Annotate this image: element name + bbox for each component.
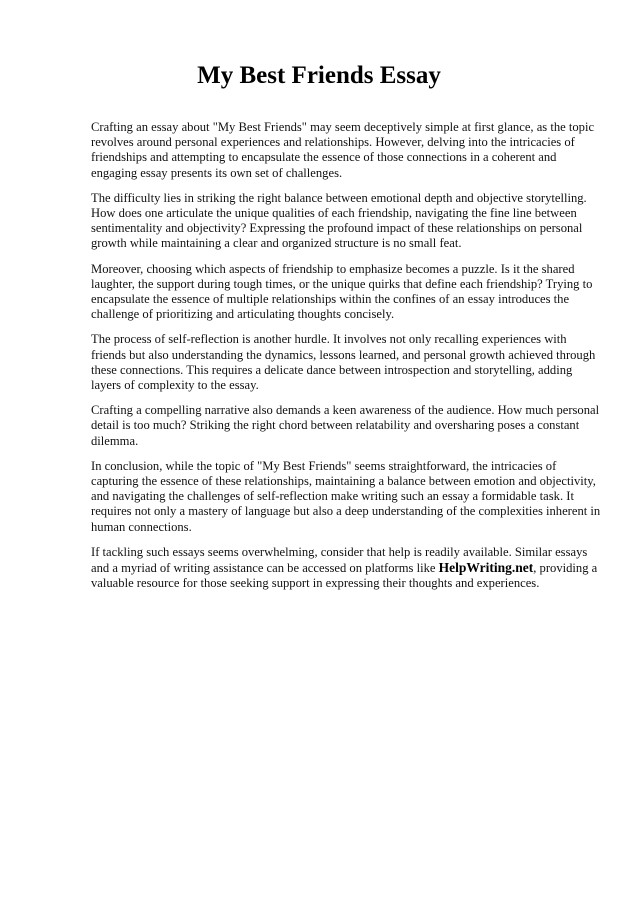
paragraph-1: Crafting an essay about "My Best Friends" may seem deceptively simple at first glance, as the topic revolves around personal experiences and relationships. However, delving into the intricacies of friendships and attempting to encapsulate the essence of those connections in a coherent and engaging essay presents its own set of challenges. bbox=[91, 120, 595, 180]
paragraph-6: In conclusion, while the topic of "My Best Friends" seems straightforward, the intricacies of capturing the essence of these relationships, maintaining a balance between emotion and objectivity, and navigating the challenges of self-reflection make writing such an essay a formidable task. It requires not only a mastery of language but also a deep understanding of the complexities inherent in human connections. bbox=[91, 458, 601, 534]
paragraph-5: Crafting a compelling narrative also demands a keen awareness of the audience. How much personal detail is too much? Striking the right chord between relatability and oversharing poses a constant dilemma. bbox=[91, 403, 600, 448]
brand-name: HelpWriting.net bbox=[438, 560, 534, 576]
paragraph-4: The process of self-reflection is another hurdle. It involves not only recalling experiences with friends but also understanding the dynamics, lessons learned, and personal growth achieved through these connections. This requires a delicate dance between introspection and storytelling, adding layers of complexity to the essay. bbox=[91, 332, 596, 393]
paragraph-7-text-after: , providing a valuable resource for those seeking support in expressing their thoughts and experiences. bbox=[91, 561, 598, 591]
page-title: My Best Friends Essay bbox=[197, 62, 441, 89]
paragraph-7-text-before: If tackling such essays seems overwhelming, consider that help is readily available. Similar essays and a myriad of writing assistance can be accessed on platforms like bbox=[91, 544, 588, 576]
essay-body bbox=[91, 120, 601, 601]
paragraph-2: The difficulty lies in striking the right balance between emotional depth and objective storytelling. How does one articulate the unique qualities of each friendship, navigating the fine line between sentimentality and objectivity? Expressing the profound impact of these relationships on personal growth while maintaining a clear and organized structure is no small feat. bbox=[91, 190, 587, 251]
paragraph-7 bbox=[91, 545, 601, 592]
paragraph-3: Moreover, choosing which aspects of friendship to emphasize becomes a puzzle. Is it the shared laughter, the support during tough times, or the unique quirks that define each friendship? Trying to encapsulate the essence of multiple relationships within the confines of an essay introduces the challenge of prioritizing and articulating thoughts concisely. bbox=[91, 261, 593, 322]
